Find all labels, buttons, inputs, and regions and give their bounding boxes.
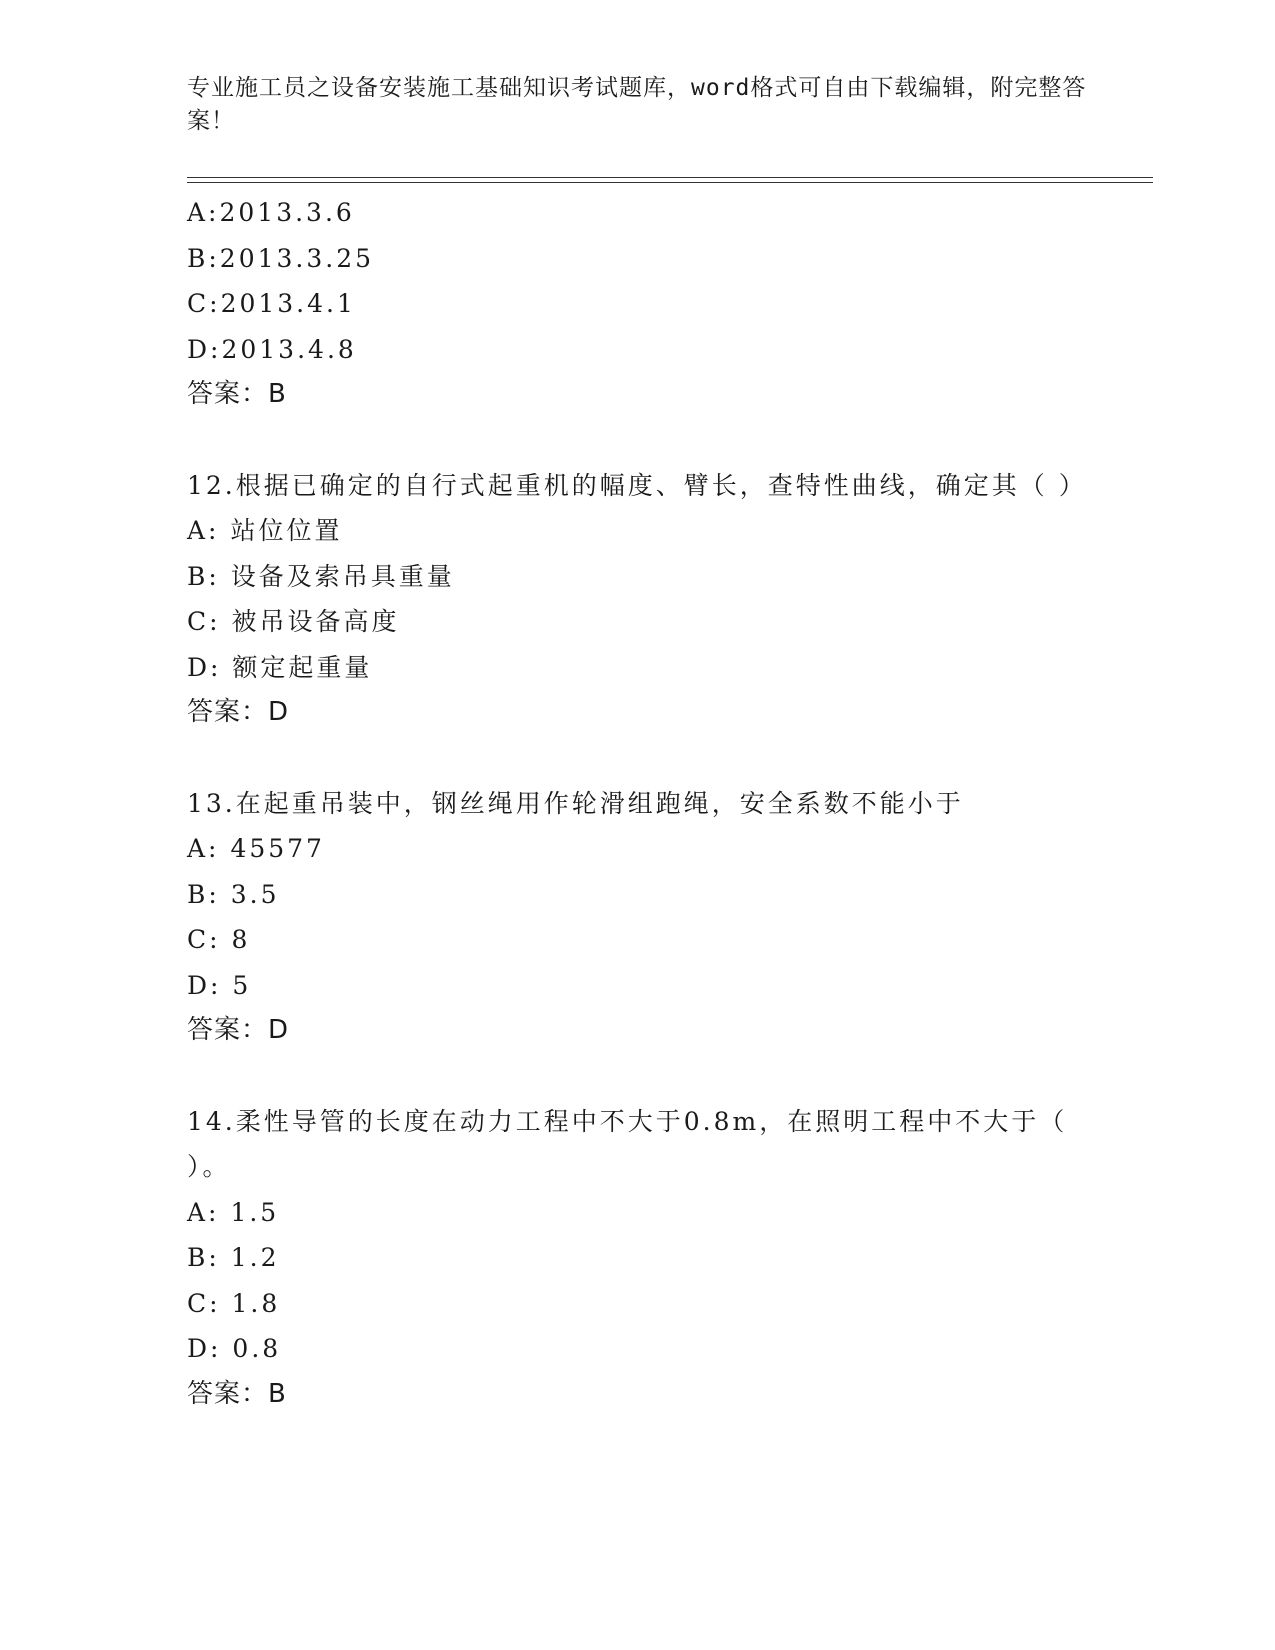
question-block-14 — [187, 1099, 1087, 1418]
option-b: B: 设备及索吊具重量 — [187, 561, 455, 591]
option-d: D: 5 — [187, 970, 252, 1000]
option-a: A:2013.3.6 — [187, 198, 355, 227]
option-b: B:2013.3.25 — [187, 243, 375, 273]
header-rule-bottom — [187, 182, 1153, 183]
answer-line: 答案：D — [187, 1015, 290, 1045]
question-text: 13.在起重吊装中，钢丝绳用作轮滑组跑绳，安全系数不能小于 — [187, 788, 964, 818]
option-a: A: 站位位置 — [187, 516, 343, 545]
option-d: D: 0.8 — [187, 1334, 282, 1363]
option-b: B: 1.2 — [187, 1243, 280, 1272]
question-text: 14.柔性导管的长度在动力工程中不大于0.8m，在照明工程中不大于（ ）。 — [187, 1106, 1068, 1181]
option-b: B: 3.5 — [187, 879, 280, 909]
answer-line: 答案：D — [187, 697, 290, 727]
option-d: D: 额定起重量 — [187, 652, 373, 682]
option-a: A: 45577 — [187, 834, 325, 863]
question-list — [187, 190, 1087, 1417]
option-a: A: 1.5 — [187, 1197, 280, 1227]
spacer — [187, 736, 1087, 781]
spacer — [187, 418, 1087, 463]
question-block-13 — [187, 781, 1087, 1054]
document-header: 专业施工员之设备安装施工基础知识考试题库，word格式可自由下载编辑，附完整答案！ — [187, 75, 1087, 134]
option-c: C: 被吊设备高度 — [187, 607, 400, 636]
option-c: C: 8 — [187, 925, 251, 954]
header-rule-top — [187, 177, 1153, 178]
question-text: 12.根据已确定的自行式起重机的幅度、臂长，查特性曲线，确定其（ ） — [187, 470, 1087, 500]
option-c: C: 1.8 — [187, 1288, 281, 1318]
option-c: C:2013.4.1 — [187, 289, 356, 318]
question-block-12 — [187, 463, 1087, 736]
answer-line: 答案：B — [187, 1378, 287, 1409]
answer-line: 答案：B — [187, 379, 287, 409]
question-block-11 — [187, 190, 1087, 418]
spacer — [187, 1054, 1087, 1099]
option-d: D:2013.4.8 — [187, 334, 357, 364]
